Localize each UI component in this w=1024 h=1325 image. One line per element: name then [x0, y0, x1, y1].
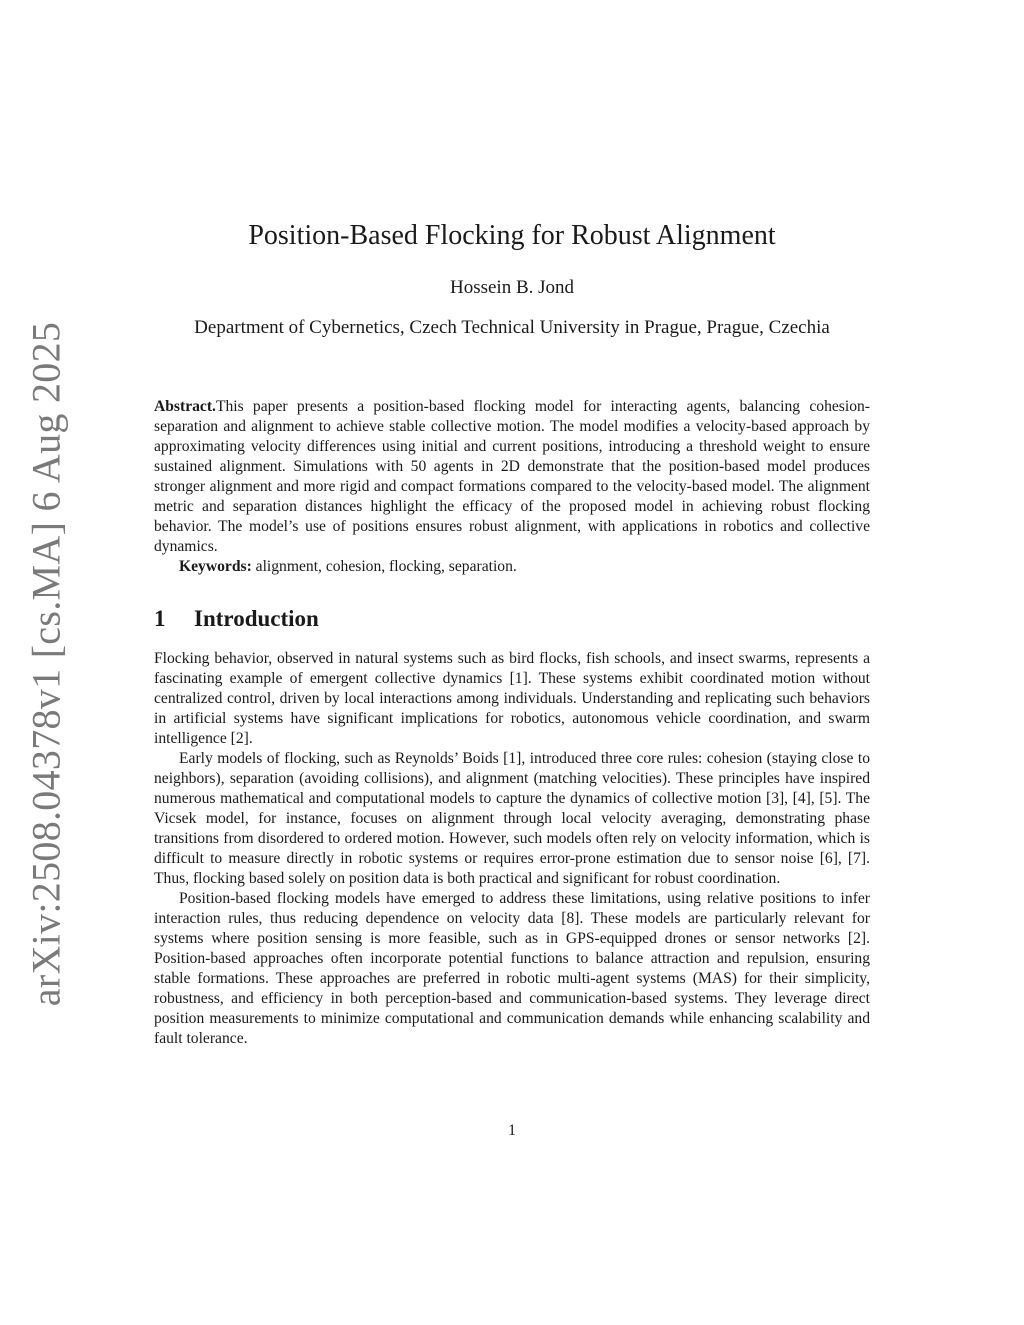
abstract-text: This paper presents a position-based flocking model for interacting agents, balancing cohesion-separation and alignment to achieve stable collective motion. The model modifies a velocity-based approach by approximating velocity differences using initial and current positions, introducing a threshold weight to ensure sustained alignment. Simulations with 50 agents in 2D demonstrate that the position-based model produces stronger alignment and more rigid and compact formations compared to the velocity-based model. The alignment metric and separation distances highlight the efficacy of the proposed model in achieving robust flocking behavior. The model’s use of positions ensures robust alignment, with applications in robotics and collective dynamics.: [154, 398, 870, 555]
keywords-line: [154, 557, 870, 577]
section-title: Introduction: [194, 606, 319, 631]
section-number: 1: [154, 606, 166, 631]
arxiv-identifier: arXiv:2508.04378v1 [cs.MA] 6 Aug 2025: [23, 321, 69, 1007]
abstract-label: Abstract.: [154, 398, 216, 415]
affiliation: Department of Cybernetics, Czech Technical University in Prague, Prague, Czechia: [194, 317, 830, 338]
paper-title: Position-Based Flocking for Robust Alignment: [248, 220, 776, 251]
section-heading: [154, 604, 870, 634]
keywords-text: alignment, cohesion, flocking, separation.: [251, 558, 517, 575]
abstract-paragraph: [154, 397, 870, 557]
paragraph: Early models of flocking, such as Reynolds’ Boids [1], introduced three core rules: cohesion (staying close to neighbors), separation (avoiding collisions), and alignment (matching velocities). These principles have inspired numerous mathematical and computational models to capture the dynamics of collective motion [3], [4], [5]. The Vicsek model, for instance, focuses on alignment through local velocity averaging, demonstrating phase transitions from disordered to ordered motion. However, such models often rely on velocity information, which is difficult to measure directly in robotic systems or requires error-prone estimation due to sensor noise [6], [7]. Thus, flocking based solely on position data is both practical and significant for robust coordination.: [154, 750, 870, 887]
keywords-label: Keywords:: [179, 558, 252, 575]
author-name: Hossein B. Jond: [449, 277, 575, 298]
introduction-body: [154, 649, 870, 1049]
page-number: 1: [508, 1122, 516, 1139]
abstract-block: [154, 397, 870, 577]
paragraph: Flocking behavior, observed in natural systems such as bird flocks, fish schools, and insect swarms, represents a fascinating example of emergent collective dynamics [1]. These systems exhibit coordinated motion without centralized control, driven by local interactions among individuals. Understanding and replicating such behaviors in artificial systems have significant implications for robotics, autonomous vehicle coordination, and swarm intelligence [2].: [154, 650, 870, 747]
paragraph: Position-based flocking models have emerged to address these limitations, using relative positions to infer interaction rules, thus reducing dependence on velocity data [8]. These models are particularly relevant for systems where position sensing is more feasible, such as in GPS-equipped drones or sensor networks [2]. Position-based approaches often incorporate potential functions to balance attraction and repulsion, ensuring stable formations. These approaches are preferred in robotic multi-agent systems (MAS) for their simplicity, robustness, and efficiency in both perception-based and communication-based systems. They leverage direct position measurements to minimize computational and communication demands while enhancing scalability and fault tolerance.: [154, 890, 870, 1047]
